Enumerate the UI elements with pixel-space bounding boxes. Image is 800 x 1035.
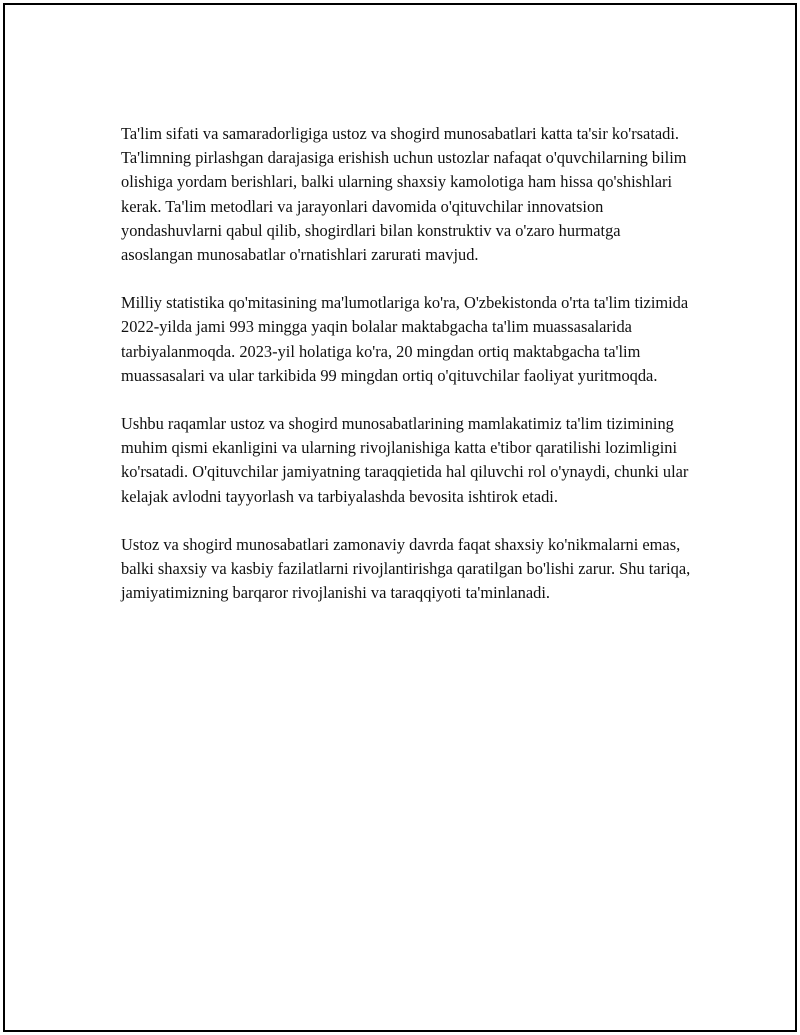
- paragraph-4: Ustoz va shogird munosabatlari zamonaviy davrda faqat shaxsiy ko'nikmalarni emas, balki shaxsiy va kasbiy fazilatlarni rivojlantirishga qaratilgan bo'lishi zarur. Shu tariqa, jamiyatimizning barqaror rivojlanishi va taraqqiyoti ta'minlanadi.: [121, 534, 691, 603]
- paragraph-2: Milliy statistika qo'mitasining ma'lumotlariga ko'ra, O'zbekistonda o'rta ta'lim tizimida 2022-yilda jami 993 mingga yaqin bolalar maktabgacha ta'lim muassasalarida tarbiyalanmoqda. 2023-yil holatiga ko'ra, 20 mingdan ortiq maktabgacha ta'lim muassasalari va ular tarkibida 99 mingdan ortiq o'qituvchilar faoliyat yuritmoqda.: [121, 293, 689, 385]
- paragraph-3: Ushbu raqamlar ustoz va shogird munosabatlarining mamlakatimiz ta'lim tizimining muhim qismi ekanligini va ularning rivojlanishiga katta e'tibor qaratilishi lozimligini ko'rsatadi. O'qituvchilar jamiyatning taraqqietida hal qiluvchi rol o'ynaydi, chunki ular kelajak avlodni tayyorlash va tarbiyalashda bevosita ishtirok etadi.: [121, 414, 689, 506]
- page-frame: [3, 3, 797, 1032]
- document-body: [121, 122, 696, 629]
- paragraph-1: Ta'lim sifati va samaradorligiga ustoz va shogird munosabatlari katta ta'sir ko'rsatadi. Ta'limning pirlashgan darajasiga erishish uchun ustozlar nafaqat o'quvchilarning bilim olishiga yordam berishlari, balki ularning shaxsiy kamolotiga ham hissa qo'shishlari kerak. Ta'lim metodlari va jarayonlari davomida o'qituvchilar innovatsion yondashuvlarni qabul qilib, shogirdlari bilan konstruktiv va o'zaro hurmatga asoslangan munosabatlar o'rnatishlari zarurati mavjud.: [121, 124, 687, 265]
